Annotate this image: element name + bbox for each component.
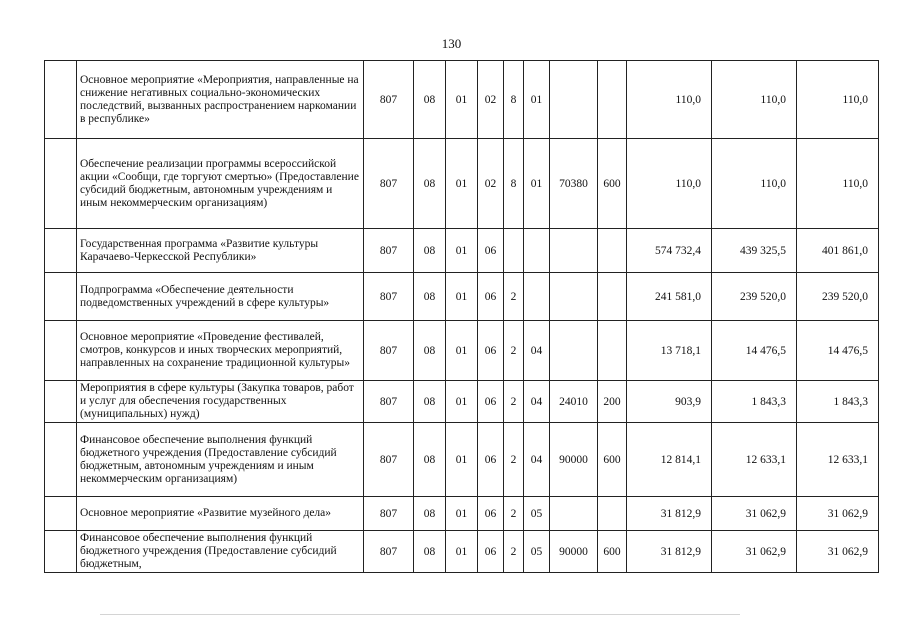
subsection-code-cell: 01: [446, 531, 478, 573]
budget-table-body: [45, 61, 879, 573]
subprogram-code-cell: 2: [504, 321, 524, 381]
subsection-code-cell: 01: [446, 381, 478, 423]
row-number-cell: [45, 229, 77, 273]
row-name-cell: Основное мероприятие «Развитие музейного дела»: [77, 497, 364, 531]
table-row: [45, 321, 879, 381]
subprogram-code-cell: [504, 229, 524, 273]
subprogram-code-cell: 2: [504, 273, 524, 321]
amount-year3-cell: 110,0: [797, 139, 879, 229]
row-number-cell: [45, 61, 77, 139]
expense-type-cell: [598, 497, 627, 531]
ministry-code-cell: 807: [364, 381, 414, 423]
section-code-cell: 08: [414, 497, 446, 531]
expense-type-cell: [598, 229, 627, 273]
row-name-cell: Основное мероприятие «Мероприятия, направленные на снижение негативных социально-экономических последствий, вызванных распространением наркомании в республике»: [77, 61, 364, 139]
amount-year1-cell: 12 814,1: [627, 423, 712, 497]
amount-year3-cell: 12 633,1: [797, 423, 879, 497]
amount-year1-cell: 574 732,4: [627, 229, 712, 273]
amount-year3-cell: 1 843,3: [797, 381, 879, 423]
program-code-cell: 06: [478, 497, 504, 531]
subsection-code-cell: 01: [446, 273, 478, 321]
expense-type-cell: 600: [598, 139, 627, 229]
subsection-code-cell: 01: [446, 229, 478, 273]
amount-year3-cell: 239 520,0: [797, 273, 879, 321]
row-number-cell: [45, 423, 77, 497]
amount-year2-cell: 31 062,9: [712, 497, 797, 531]
expense-type-cell: [598, 273, 627, 321]
row-name-cell: Подпрограмма «Обеспечение деятельности подведомственных учреждений в сфере культуры»: [77, 273, 364, 321]
expense-type-cell: 600: [598, 531, 627, 573]
event-code-cell: 01: [524, 61, 550, 139]
direction-code-cell: [550, 497, 598, 531]
section-code-cell: 08: [414, 61, 446, 139]
page-number: 130: [441, 36, 462, 51]
direction-code-cell: [550, 229, 598, 273]
amount-year2-cell: 439 325,5: [712, 229, 797, 273]
subprogram-code-cell: 2: [504, 531, 524, 573]
amount-year3-cell: 31 062,9: [797, 497, 879, 531]
ministry-code-cell: 807: [364, 423, 414, 497]
ministry-code-cell: 807: [364, 139, 414, 229]
program-code-cell: 06: [478, 321, 504, 381]
row-number-cell: [45, 139, 77, 229]
ministry-code-cell: 807: [364, 273, 414, 321]
row-name-cell: Основное мероприятие «Проведение фестивалей, смотров, конкурсов и иных творческих мероприятий, направленных на сохранение традиционной культуры»: [77, 321, 364, 381]
row-number-cell: [45, 497, 77, 531]
program-code-cell: 06: [478, 423, 504, 497]
page-bottom-rule: [100, 614, 740, 615]
event-code-cell: 05: [524, 497, 550, 531]
expense-type-cell: [598, 321, 627, 381]
event-code-cell: [524, 273, 550, 321]
direction-code-cell: [550, 61, 598, 139]
amount-year1-cell: 110,0: [627, 139, 712, 229]
event-code-cell: 01: [524, 139, 550, 229]
subprogram-code-cell: 2: [504, 381, 524, 423]
section-code-cell: 08: [414, 139, 446, 229]
direction-code-cell: 24010: [550, 381, 598, 423]
event-code-cell: 04: [524, 381, 550, 423]
row-number-cell: [45, 381, 77, 423]
section-code-cell: 08: [414, 321, 446, 381]
subsection-code-cell: 01: [446, 139, 478, 229]
section-code-cell: 08: [414, 273, 446, 321]
amount-year2-cell: 12 633,1: [712, 423, 797, 497]
event-code-cell: 04: [524, 321, 550, 381]
subsection-code-cell: 01: [446, 61, 478, 139]
event-code-cell: 04: [524, 423, 550, 497]
ministry-code-cell: 807: [364, 531, 414, 573]
table-row: [45, 381, 879, 423]
program-code-cell: 06: [478, 229, 504, 273]
amount-year1-cell: 110,0: [627, 61, 712, 139]
amount-year1-cell: 241 581,0: [627, 273, 712, 321]
subsection-code-cell: 01: [446, 321, 478, 381]
amount-year2-cell: 31 062,9: [712, 531, 797, 573]
ministry-code-cell: 807: [364, 61, 414, 139]
row-name-cell: Мероприятия в сфере культуры (Закупка товаров, работ и услуг для обеспечения государственных (муниципальных) нужд): [77, 381, 364, 423]
table-row: [45, 139, 879, 229]
table-row: [45, 229, 879, 273]
section-code-cell: 08: [414, 423, 446, 497]
event-code-cell: [524, 229, 550, 273]
program-code-cell: 06: [478, 273, 504, 321]
ministry-code-cell: 807: [364, 229, 414, 273]
subprogram-code-cell: 8: [504, 61, 524, 139]
row-number-cell: [45, 321, 77, 381]
event-code-cell: 05: [524, 531, 550, 573]
amount-year1-cell: 903,9: [627, 381, 712, 423]
direction-code-cell: 90000: [550, 423, 598, 497]
subsection-code-cell: 01: [446, 423, 478, 497]
amount-year2-cell: 14 476,5: [712, 321, 797, 381]
row-number-cell: [45, 531, 77, 573]
expense-type-cell: 600: [598, 423, 627, 497]
row-name-cell: Финансовое обеспечение выполнения функций бюджетного учреждения (Предоставление субсидий бюджетным, автономным учреждениям и иным некоммерческим организациям): [77, 423, 364, 497]
table-row: [45, 61, 879, 139]
row-number-cell: [45, 273, 77, 321]
amount-year2-cell: 239 520,0: [712, 273, 797, 321]
amount-year2-cell: 1 843,3: [712, 381, 797, 423]
amount-year2-cell: 110,0: [712, 61, 797, 139]
amount-year3-cell: 31 062,9: [797, 531, 879, 573]
program-code-cell: 02: [478, 61, 504, 139]
budget-table: [44, 60, 879, 573]
ministry-code-cell: 807: [364, 497, 414, 531]
program-code-cell: 06: [478, 381, 504, 423]
amount-year3-cell: 110,0: [797, 61, 879, 139]
expense-type-cell: [598, 61, 627, 139]
amount-year3-cell: 14 476,5: [797, 321, 879, 381]
amount-year2-cell: 110,0: [712, 139, 797, 229]
direction-code-cell: [550, 321, 598, 381]
row-name-cell: Финансовое обеспечение выполнения функций бюджетного учреждения (Предоставление субсидий бюджетным,: [77, 531, 364, 573]
program-code-cell: 06: [478, 531, 504, 573]
table-row: [45, 273, 879, 321]
table-row: [45, 423, 879, 497]
amount-year1-cell: 31 812,9: [627, 497, 712, 531]
table-row: [45, 531, 879, 573]
subprogram-code-cell: 2: [504, 497, 524, 531]
subprogram-code-cell: 8: [504, 139, 524, 229]
amount-year1-cell: 13 718,1: [627, 321, 712, 381]
section-code-cell: 08: [414, 531, 446, 573]
direction-code-cell: [550, 273, 598, 321]
expense-type-cell: 200: [598, 381, 627, 423]
amount-year3-cell: 401 861,0: [797, 229, 879, 273]
row-name-cell: Государственная программа «Развитие культуры Карачаево-Черкесской Республики»: [77, 229, 364, 273]
ministry-code-cell: 807: [364, 321, 414, 381]
row-name-cell: Обеспечение реализации программы всероссийской акции «Сообщи, где торгуют смертью» (Предоставление субсидий бюджетным, автономным учреждениям и иным некоммерческим организациям): [77, 139, 364, 229]
direction-code-cell: 70380: [550, 139, 598, 229]
table-row: [45, 497, 879, 531]
section-code-cell: 08: [414, 381, 446, 423]
amount-year1-cell: 31 812,9: [627, 531, 712, 573]
program-code-cell: 02: [478, 139, 504, 229]
subsection-code-cell: 01: [446, 497, 478, 531]
direction-code-cell: 90000: [550, 531, 598, 573]
section-code-cell: 08: [414, 229, 446, 273]
subprogram-code-cell: 2: [504, 423, 524, 497]
